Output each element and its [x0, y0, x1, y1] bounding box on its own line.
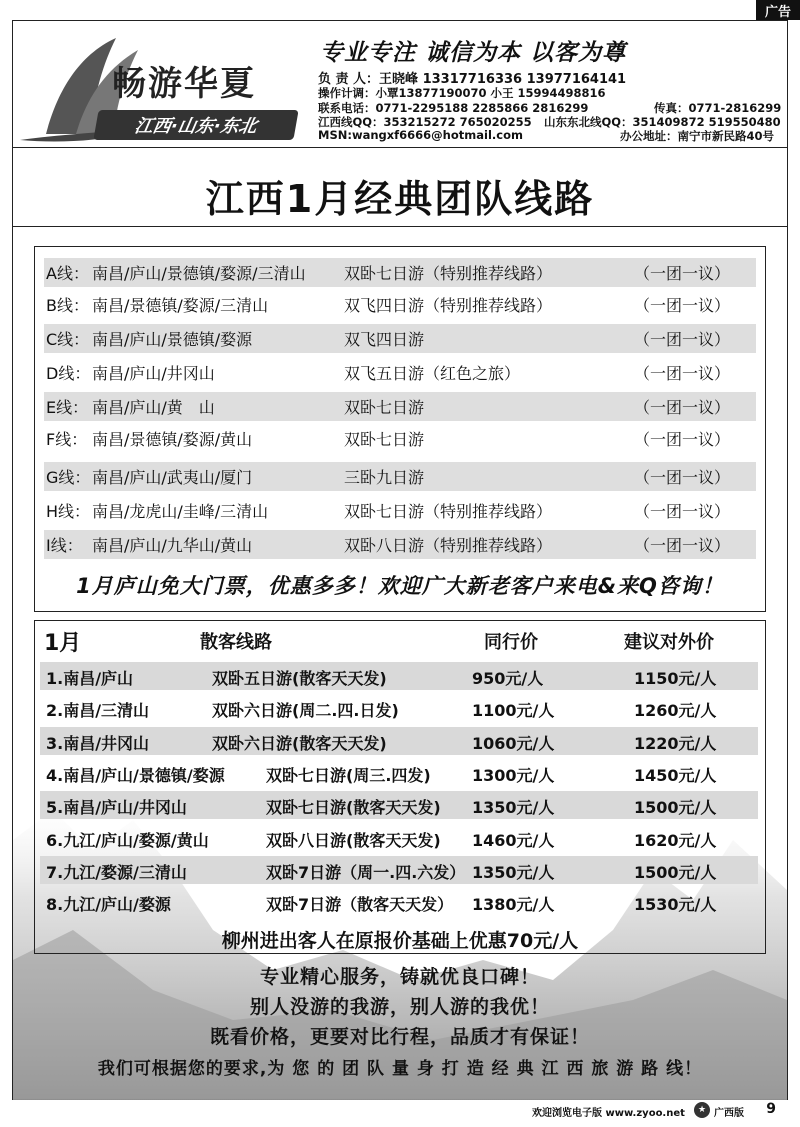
zyoo-logo-icon: ★	[694, 1102, 710, 1118]
logo-subtitle: 江西·山东·东北	[93, 110, 298, 140]
contact-fax: 传真：0771-2816299	[654, 101, 782, 115]
row-retail-price: 1530元/人	[634, 895, 717, 915]
contact-manager: 负 责 人：王晓峰 13317716336 13977164141	[318, 72, 627, 87]
row-route: 8.九江/庐山/婺源	[46, 895, 171, 915]
table-header-retail-price: 建议对外价	[624, 632, 714, 653]
page-title: 江西1月经典团队线路	[205, 177, 595, 221]
table-row	[40, 759, 758, 787]
row-route: 6.九江/庐山/婺源/黄山	[46, 830, 209, 850]
route-price: （一团一议）	[634, 264, 731, 283]
route-code: F线：	[46, 430, 88, 449]
route-row	[44, 462, 756, 491]
route-row	[44, 358, 756, 387]
route-row	[44, 424, 756, 453]
table-row	[40, 888, 758, 916]
route-price: （一团一议）	[634, 430, 731, 449]
route-plan: 双飞四日游（特别推荐线路）	[344, 296, 553, 315]
contact-address: 办公地址：南宁市新民路40号	[620, 129, 775, 143]
row-plan: 双卧七日游(周三.四发)	[266, 765, 431, 785]
route-price: （一团一议）	[634, 536, 731, 555]
closing-line-1: 专业精心服务，铸就优良口碑！	[259, 966, 540, 988]
route-path: 南昌/景德镇/婺源/三清山	[92, 296, 269, 315]
route-row	[44, 290, 756, 319]
table-month: 1月	[44, 631, 82, 656]
row-peer-price: 1460元/人	[472, 830, 555, 850]
row-peer-price: 1300元/人	[472, 765, 555, 785]
contact-qq-shandong: 山东东北线QQ：351409872 519550480	[544, 115, 781, 129]
row-route: 1.南昌/庐山	[46, 669, 134, 688]
route-plan: 双飞五日游（红色之旅）	[344, 364, 521, 383]
row-retail-price: 1450元/人	[634, 765, 717, 785]
row-plan: 双卧7日游（散客天天发）	[266, 895, 454, 915]
row-route: 4.南昌/庐山/景德镇/婺源	[46, 765, 225, 785]
route-price: （一团一议）	[634, 468, 731, 487]
row-peer-price: 1350元/人	[472, 862, 555, 882]
row-route: 3.南昌/井冈山	[46, 733, 150, 753]
route-code: G线：	[46, 468, 91, 487]
row-retail-price: 1500元/人	[634, 862, 717, 882]
route-plan: 双卧七日游	[344, 398, 425, 417]
route-code: I线：	[46, 536, 83, 555]
row-peer-price: 950元/人	[472, 669, 544, 688]
route-code: H线：	[46, 502, 91, 521]
table-row	[40, 856, 758, 884]
route-plan: 双卧七日游（特别推荐线路）	[344, 502, 553, 521]
route-row	[44, 258, 756, 287]
route-row	[44, 392, 756, 421]
route-plan: 双卧八日游（特别推荐线路）	[344, 536, 553, 555]
promo-banner: 1月庐山免大门票，优惠多多！欢迎广大新老客户来电&来Q咨询！	[76, 574, 724, 598]
table-header-route: 散客线路	[200, 632, 272, 653]
route-code: C线：	[46, 330, 90, 349]
closing-line-2: 别人没游的我游，别人游的我优！	[249, 996, 550, 1018]
route-path: 南昌/景德镇/婺源/黄山	[92, 430, 253, 449]
row-retail-price: 1260元/人	[634, 701, 717, 721]
footer-site: 欢迎浏览电子版 www.zyoo.net	[532, 1108, 685, 1119]
closing-line-4: 我们可根据您的要求,为 您 的 团 队 量 身 打 造 经 典 江 西 旅 游 路 线！	[97, 1059, 703, 1079]
route-row	[44, 496, 756, 525]
route-plan: 三卧九日游	[344, 468, 425, 487]
table-row	[40, 662, 758, 690]
page-number: 9	[766, 1101, 776, 1117]
route-row	[44, 324, 756, 353]
footer-edition: 广西版	[714, 1108, 744, 1119]
table-row	[40, 791, 758, 819]
table-header-peer-price: 同行价	[484, 632, 538, 653]
route-row	[44, 530, 756, 559]
table-row	[40, 824, 758, 852]
row-retail-price: 1620元/人	[634, 830, 717, 850]
row-plan: 双卧六日游(周二.四.日发)	[212, 701, 399, 721]
contact-planner: 操作计调：小覃13877190070 小王 15994498816	[318, 86, 606, 100]
contact-msn: MSN:wangxf6666@hotmail.com	[318, 128, 523, 142]
row-peer-price: 1060元/人	[472, 733, 555, 753]
route-path: 南昌/庐山/井冈山	[92, 364, 215, 383]
liuzhou-discount: 柳州进出客人在原报价基础上优惠70元/人	[221, 930, 579, 952]
header-divider	[13, 147, 787, 148]
table-row	[40, 727, 758, 755]
route-plan: 双卧七日游（特别推荐线路）	[344, 264, 553, 283]
route-path: 南昌/庐山/武夷山/厦门	[92, 468, 253, 487]
route-price: （一团一议）	[634, 364, 731, 383]
route-path: 南昌/庐山/景德镇/婺源	[92, 330, 253, 349]
route-path: 南昌/庐山/九华山/黄山	[92, 536, 253, 555]
route-plan: 双卧七日游	[344, 430, 425, 449]
row-route: 2.南昌/三清山	[46, 701, 150, 721]
row-plan: 双卧7日游（周一.四.六发）	[266, 862, 466, 882]
row-peer-price: 1380元/人	[472, 895, 555, 915]
route-plan: 双飞四日游	[344, 330, 425, 349]
logo-name: 畅游华夏	[112, 64, 256, 104]
row-retail-price: 1150元/人	[634, 669, 717, 688]
row-plan: 双卧七日游(散客天天发)	[266, 798, 441, 818]
route-path: 南昌/龙虎山/圭峰/三清山	[92, 502, 269, 521]
contact-phone: 联系电话：0771-2295188 2285866 2816299	[318, 101, 589, 115]
row-plan: 双卧八日游(散客天天发)	[266, 830, 441, 850]
route-code: E线：	[46, 398, 89, 417]
route-code: B线：	[46, 296, 89, 315]
route-price: （一团一议）	[634, 330, 731, 349]
row-retail-price: 1220元/人	[634, 733, 717, 753]
ad-tag: 广告	[756, 0, 800, 20]
title-divider	[13, 226, 787, 227]
route-price: （一团一议）	[634, 502, 731, 521]
route-price: （一团一议）	[634, 296, 731, 315]
row-peer-price: 1350元/人	[472, 798, 555, 818]
table-row	[40, 694, 758, 722]
slogan: 专业专注 诚信为本 以客为尊	[320, 40, 627, 66]
row-route: 7.九江/婺源/三清山	[46, 862, 187, 882]
row-plan: 双卧五日游(散客天天发)	[212, 669, 387, 688]
row-retail-price: 1500元/人	[634, 798, 717, 818]
route-path: 南昌/庐山/黄 山	[92, 398, 215, 417]
route-path: 南昌/庐山/景德镇/婺源/三清山	[92, 264, 306, 283]
route-code: A线：	[46, 264, 89, 283]
row-peer-price: 1100元/人	[472, 701, 555, 721]
row-route: 5.南昌/庐山/井冈山	[46, 798, 187, 818]
route-price: （一团一议）	[634, 398, 731, 417]
route-code: D线：	[46, 364, 91, 383]
closing-line-3: 既看价格，更要对比行程，品质才有保证！	[209, 1026, 590, 1048]
contact-qq-jiangxi: 江西线QQ：353215272 765020255	[318, 115, 532, 129]
row-plan: 双卧六日游(散客天天发)	[212, 733, 387, 753]
